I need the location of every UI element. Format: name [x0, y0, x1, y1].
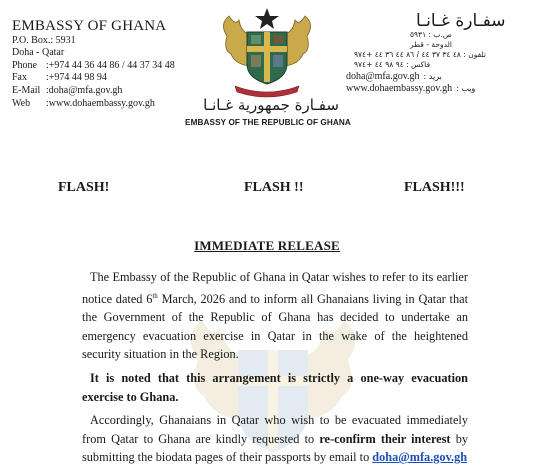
- paragraph-2: It is noted that this arrangement is strictly a one-way evacuation exercise to Ghana.: [82, 371, 468, 404]
- letterhead-right: [346, 11, 526, 95]
- center-arabic-name: سفـارة جمهورية غـانـا: [203, 96, 339, 114]
- fax-label: Fax: [12, 72, 27, 84]
- web-label: Web: [12, 97, 31, 109]
- phone-label: Phone: [12, 59, 37, 71]
- phone-row: [12, 60, 197, 73]
- arabic-embassy-title: سفـارة غـانـا: [416, 11, 506, 31]
- fax-value: :+974 44 98 94: [46, 72, 107, 84]
- p3-bold-text: re-confirm their interest: [319, 431, 451, 446]
- fax-row: [12, 72, 197, 85]
- p3-text-b: by submitting the biodata pages of their passports by email to: [82, 431, 468, 464]
- paragraph-1: [82, 268, 468, 364]
- email-link[interactable]: doha@mfa.gov.gh: [372, 450, 468, 464]
- arabic-fax: فاكس : ٩٤ ٩٨ ٤٤ +٩٧٤: [354, 59, 431, 69]
- web-value: :www.dohaembassy.gov.gh: [46, 97, 155, 109]
- email-value: :doha@mfa.gov.gh: [46, 84, 123, 96]
- paragraph-3: [82, 411, 468, 467]
- right-email-row: [346, 71, 526, 83]
- phone-value: :+974 44 36 44 86 / 44 37 34 48: [46, 59, 175, 71]
- center-english-name: EMBASSY OF THE REPUBLIC OF GHANA: [185, 118, 351, 127]
- release-heading: [0, 238, 534, 254]
- release-heading-text: IMMEDIATE RELEASE: [194, 238, 340, 253]
- letterhead-left: [12, 20, 197, 110]
- email-row: [12, 85, 197, 98]
- right-email: doha@mfa.gov.gh: [346, 70, 420, 82]
- flash-label-1: FLASH!: [58, 180, 110, 195]
- ghana-coat-of-arms-icon: [213, 6, 321, 100]
- po-box: P.O. Box.: 5931: [12, 34, 76, 46]
- arabic-city: الدوحة - قطر: [410, 39, 452, 49]
- p1-text-b: March, 2026 and to inform all Ghanaians living in Qatar that the Government of the Republic of Ghana has decided to undertake an emergency evacuation exercise in Qatar in the wake of the heightened security situation in the Region.: [82, 291, 468, 362]
- flash-label-3: FLASH!!!: [404, 180, 465, 195]
- right-web: www.dohaembassy.gov.gh: [346, 83, 453, 94]
- right-email-arabic-label: : بريد: [423, 71, 442, 81]
- city: Doha - Qatar: [12, 47, 65, 59]
- email-label: E-Mail: [12, 84, 41, 96]
- flash-label-2: FLASH !!: [244, 180, 304, 195]
- web-row: [12, 98, 197, 111]
- p1-text-a: The Embassy of the Republic of Ghana in Qatar wishes to refer to its earlier notice dated 6: [82, 270, 468, 306]
- right-web-arabic-label: : ويب: [456, 84, 476, 93]
- arabic-pobox: ص.ب : ٥٩٣١: [410, 29, 452, 39]
- right-web-row: [346, 83, 526, 95]
- p1-superscript: th: [152, 291, 158, 300]
- arabic-phone: تلفون : ٤٨ ٣٤ ٣٧ ٤٤ / ٨٦ ٤٤ ٣٦ ٤٤ +٩٧٤: [354, 49, 486, 59]
- p3-text-a: Accordingly, Ghanaians in Qatar who wish to be evacuated immediately from Qatar to Ghana are kindly requested to: [82, 413, 468, 446]
- embassy-name: EMBASSY OF GHANA: [12, 18, 167, 34]
